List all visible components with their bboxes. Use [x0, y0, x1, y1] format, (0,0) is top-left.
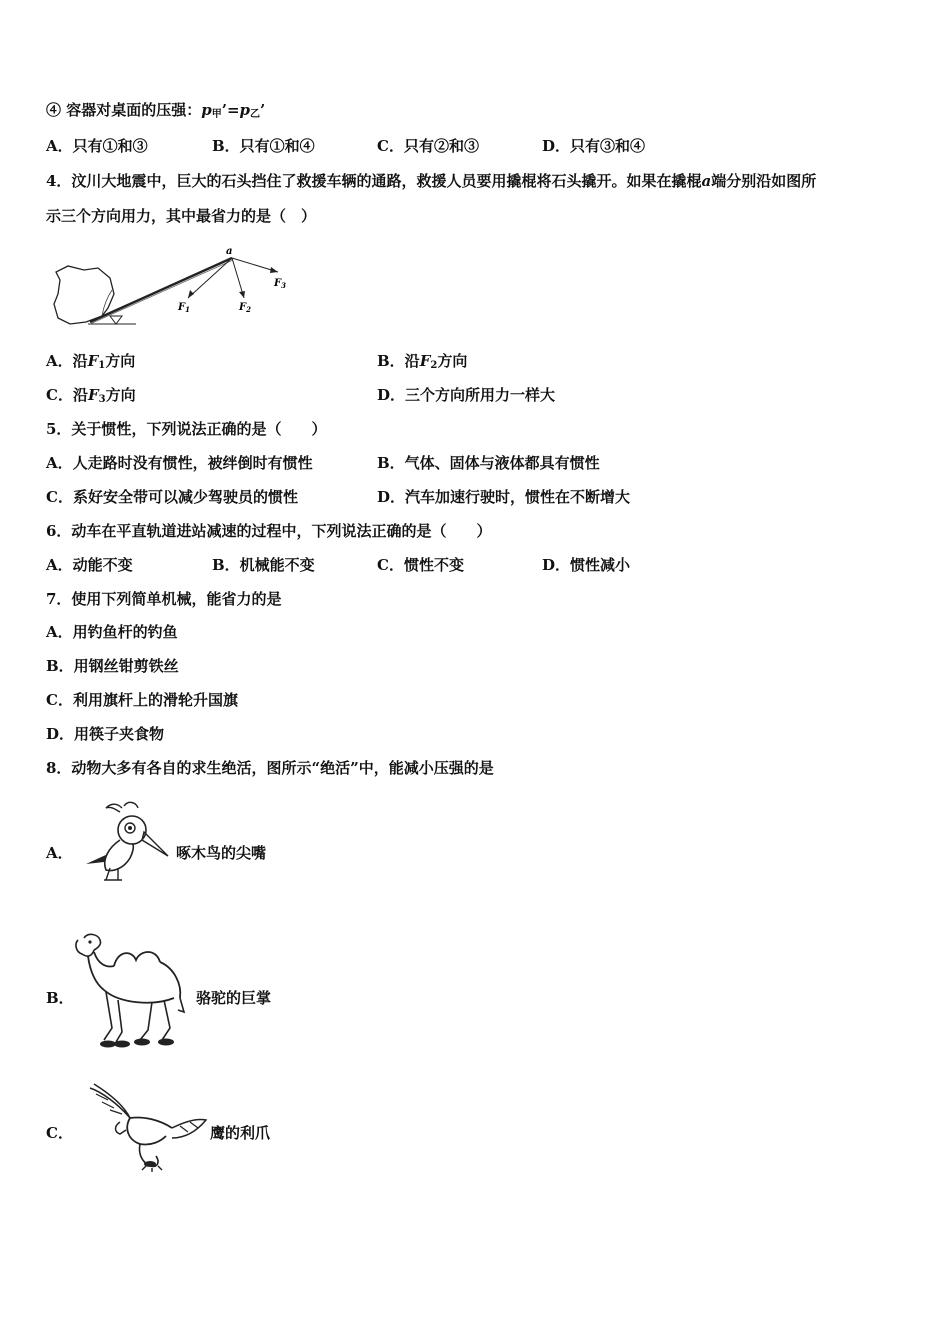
formula-sub-yi: 乙 [250, 109, 261, 120]
q4-opt-a-pre: A．沿 [46, 352, 88, 370]
crowbar [90, 258, 232, 322]
q7-option-b[interactable]: B．用钢丝钳剪铁丝 [46, 657, 179, 675]
q8-option-b-caption: 骆驼的巨掌 [196, 989, 272, 1007]
q4-option-a[interactable] [46, 351, 135, 376]
q8-option-b-letter[interactable]: B． [46, 989, 74, 1007]
q6-option-b[interactable]: B．机械能不变 [212, 556, 315, 574]
force-f1-arrow [188, 258, 232, 298]
q8-option-c-letter[interactable]: C． [46, 1124, 73, 1142]
q6-option-c[interactable]: C．惯性不变 [377, 556, 464, 574]
camel-illustration [70, 928, 194, 1054]
force-f2-arrow [232, 258, 245, 298]
q4-opt-b-post: 方向 [437, 352, 468, 370]
q7-option-a[interactable]: A．用钓鱼杆的钓鱼 [46, 623, 178, 641]
q4-option-d[interactable]: D．三个方向所用力一样大 [377, 386, 556, 404]
q6-option-a[interactable]: A．动能不变 [46, 556, 133, 574]
q5-option-b[interactable]: B．气体、固体与液体都具有惯性 [377, 454, 600, 472]
q4-option-b[interactable] [377, 351, 467, 376]
f2-label: $F_2$ [239, 302, 251, 314]
q4-opt-b-pre: B．沿 [377, 352, 420, 370]
q5-option-d[interactable]: D．汽车加速行驶时，惯性在不断增大 [377, 488, 631, 506]
q7-option-d[interactable]: D．用筷子夹食物 [46, 725, 165, 743]
f3-label: $F_3$ [274, 278, 286, 290]
force-f3-arrow [232, 258, 278, 273]
eagle-illustration [84, 1082, 208, 1172]
q3-option-c[interactable]: C．只有②和③ [377, 137, 479, 155]
q4-stem-var: a [701, 172, 712, 190]
q4-option-c[interactable] [46, 385, 136, 410]
q8-stem: 8．动物大多有各自的求生绝活，图所示“绝活”中，能减小压强的是 [46, 759, 494, 777]
q4-stem-part1: 4．汶川大地震中，巨大的石头挡住了救援车辆的通路，救援人员要用撬棍将石头撬开。如果在撬棍 [46, 172, 702, 190]
formula-sub-jia: 甲 [211, 109, 222, 120]
woodpecker-illustration [80, 800, 172, 882]
q4-opt-c-pre: C．沿 [46, 386, 88, 404]
q4-opt-a-f: F [87, 352, 99, 370]
q4-stem-line2: 示三个方向用力，其中最省力的是（ ） [46, 207, 317, 225]
q5-stem: 5．关于惯性，下列说法正确的是（ ） [46, 420, 327, 438]
formula-end: ’ [260, 101, 266, 119]
q8-option-a-caption: 啄木鸟的尖嘴 [176, 844, 267, 862]
q4-opt-c-f: F [87, 386, 99, 404]
q3-item4 [46, 100, 265, 125]
formula-p-jia: p [201, 101, 212, 119]
q4-stem-line1 [46, 171, 816, 191]
q8-option-a-letter[interactable]: A． [46, 844, 73, 862]
q8-option-c-caption: 鹰的利爪 [210, 1124, 271, 1142]
q3-option-a[interactable]: A．只有①和③ [46, 137, 148, 155]
q3-option-d[interactable]: D．只有③和④ [542, 137, 646, 155]
q4-opt-b-f: F [419, 352, 431, 370]
q6-option-d[interactable]: D．惯性减小 [542, 556, 631, 574]
crowbar-edge [90, 260, 233, 324]
fulcrum [110, 316, 122, 324]
q3-option-b[interactable]: B．只有①和④ [212, 137, 315, 155]
q6-stem: 6．动车在平直轨道进站减速的过程中，下列说法正确的是（ ） [46, 522, 492, 540]
formula-p-yi: p [239, 101, 251, 119]
q4-lever-figure [46, 244, 306, 336]
q4-opt-a-sub: 1 [98, 360, 106, 371]
formula-mid: ’= [221, 101, 240, 119]
f1-label: $F_1$ [178, 302, 190, 314]
q7-stem: 7．使用下列简单机械，能省力的是 [46, 590, 282, 608]
point-a-label: a [226, 246, 233, 257]
q4-opt-b-sub: 2 [430, 360, 438, 371]
q4-stem-part2: 端分别沿如图所 [711, 172, 817, 190]
q5-option-c[interactable]: C．系好安全带可以减少驾驶员的惯性 [46, 488, 298, 506]
q4-opt-c-post: 方向 [105, 386, 136, 404]
q5-option-a[interactable]: A．人走路时没有惯性，被绊倒时有惯性 [46, 454, 313, 472]
q4-opt-c-sub: 3 [98, 394, 106, 405]
q4-opt-a-post: 方向 [105, 352, 136, 370]
q7-option-c[interactable]: C．利用旗杆上的滑轮升国旗 [46, 691, 238, 709]
q3-item4-text: ④ 容器对桌面的压强： [46, 101, 202, 119]
